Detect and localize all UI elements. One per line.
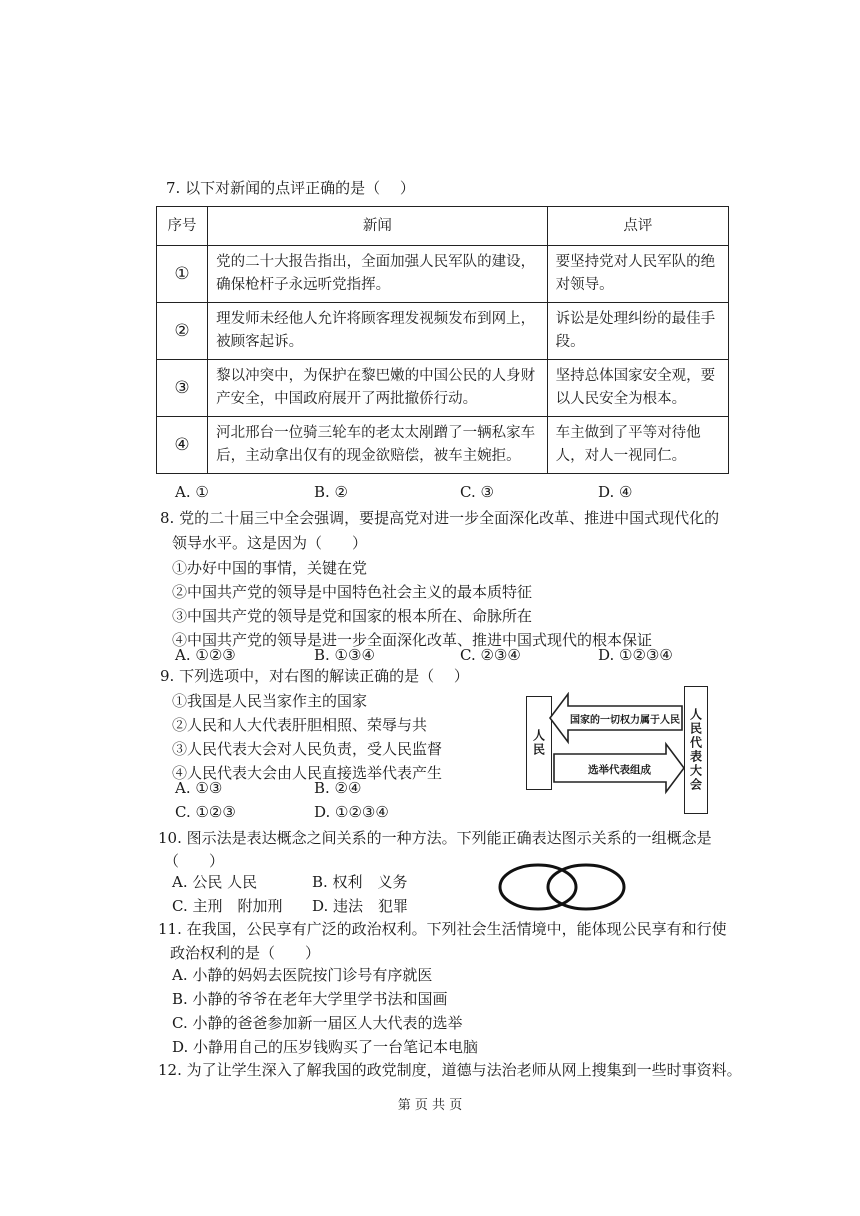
diagram-arrows (548, 692, 688, 796)
q8-option-c[interactable]: C. ②③④ (460, 646, 521, 664)
row-news: 黎以冲突中，为保护在黎巴嫩的中国公民的人身财产安全，中国政府展开了两批撤侨行动。 (208, 360, 548, 417)
q10-stem-line1: 10. 图示法是表达概念之间关系的一种方法。下列能正确表达图示关系的一组概念是 (158, 829, 712, 847)
q7-option-b[interactable]: B. ② (314, 483, 349, 501)
q9-option-c[interactable]: C. ①②③ (175, 803, 236, 821)
top-arrow-label: 国家的一切权力属于人民 (570, 715, 680, 726)
q10-stem-line2: （ ） (164, 852, 225, 870)
header-comment: 点评 (547, 207, 728, 246)
table-row (157, 303, 729, 360)
table-row (157, 246, 729, 303)
q8-item: ④中国共产党的领导是进一步全面深化改革、推进中国式现代的根本保证 (172, 631, 653, 649)
q8-option-d[interactable]: D. ①②③④ (598, 646, 673, 664)
q9-item: ③人民代表大会对人民负责，受人民监督 (172, 740, 443, 758)
table-row (157, 417, 729, 474)
table-row (157, 360, 729, 417)
row-comment: 要坚持党对人民军队的绝对领导。 (547, 246, 728, 303)
q11-option-d[interactable]: D. 小静用自己的压岁钱购买了一台笔记本电脑 (172, 1038, 479, 1056)
q7-option-c[interactable]: C. ③ (460, 483, 494, 501)
header-news: 新闻 (208, 207, 548, 246)
row-comment: 坚持总体国家安全观，要以人民安全为根本。 (547, 360, 728, 417)
row-news: 党的二十大报告指出，全面加强人民军队的建设，确保枪杆子永远听党指挥。 (208, 246, 548, 303)
q7-stem: 7. 以下对新闻的点评正确的是（ ） (166, 179, 415, 197)
page-footer: 第 页 共 页 (397, 1098, 463, 1113)
q10-option-c[interactable]: C. 主刑 附加刑 (172, 897, 283, 915)
q12-stem: 12. 为了让学生深入了解我国的政党制度，道德与法治老师从网上搜集到一些时事资料。 (158, 1061, 742, 1079)
q9-item: ①我国是人民当家作主的国家 (172, 692, 368, 710)
q8-item: ①办好中国的事情，关键在党 (172, 559, 368, 577)
q8-stem-line2: 领导水平。这是因为（ ） (172, 534, 368, 552)
header-no: 序号 (157, 207, 208, 246)
row-comment: 诉讼是处理纠纷的最佳手段。 (547, 303, 728, 360)
row-no: ① (157, 246, 208, 303)
q7-option-d[interactable]: D. ④ (598, 483, 633, 501)
q10-option-b[interactable]: B. 权利 义务 (312, 873, 408, 891)
q11-option-b[interactable]: B. 小静的爷爷在老年大学里学书法和国画 (172, 990, 448, 1008)
overlapping-circles-diagram (494, 862, 630, 912)
q7-option-a[interactable]: A. ① (175, 483, 209, 501)
row-comment: 车主做到了平等对待他人，对人一视同仁。 (547, 417, 728, 474)
q9-item: ②人民和人大代表肝胆相照、荣辱与共 (172, 716, 428, 734)
row-no: ② (157, 303, 208, 360)
q10-option-a[interactable]: A. 公民 人民 (172, 873, 258, 891)
row-news: 河北邢台一位骑三轮车的老太太剐蹭了一辆私家车后，主动拿出仅有的现金欲赔偿，被车主婉拒。 (208, 417, 548, 474)
row-no: ③ (157, 360, 208, 417)
q8-stem-line1: 8. 党的二十届三中全会强调，要提高党对进一步全面深化改革、推进中国式现代化的 (160, 509, 720, 527)
q11-stem-line1: 11. 在我国，公民享有广泛的政治权利。下列社会生活情境中，能体现公民享有和行使 (158, 920, 727, 938)
q8-option-b[interactable]: B. ①③④ (314, 646, 375, 664)
q9-item: ④人民代表大会由人民直接选举代表产生 (172, 764, 443, 782)
q11-option-a[interactable]: A. 小静的妈妈去医院按门诊号有序就医 (172, 966, 433, 984)
q9-option-d[interactable]: D. ①②③④ (314, 803, 389, 821)
q8-option-a[interactable]: A. ①②③ (175, 646, 236, 664)
q9-option-b[interactable]: B. ②④ (314, 779, 362, 797)
q11-stem-line2: 政治权利的是（ ） (170, 944, 321, 962)
row-news: 理发师未经他人允许将顾客理发视频发布到网上，被顾客起诉。 (208, 303, 548, 360)
right-circle (548, 865, 624, 909)
left-circle (500, 865, 576, 909)
q9-stem: 9. 下列选项中，对右图的解读正确的是（ ） (160, 667, 469, 685)
people-box-label: 人民 (531, 729, 546, 757)
q9-option-a[interactable]: A. ①③ (175, 779, 223, 797)
congress-box-label: 人民代表大会 (688, 708, 703, 792)
q10-option-d[interactable]: D. 违法 犯罪 (312, 897, 409, 915)
news-table (156, 206, 729, 474)
bottom-arrow-label: 选举代表组成 (588, 764, 651, 776)
q11-option-c[interactable]: C. 小静的爸爸参加新一届区人大代表的选举 (172, 1014, 463, 1032)
q8-item: ②中国共产党的领导是中国特色社会主义的最本质特征 (172, 583, 533, 601)
q8-item: ③中国共产党的领导是党和国家的根本所在、命脉所在 (172, 607, 533, 625)
row-no: ④ (157, 417, 208, 474)
table-header-row (157, 207, 729, 246)
